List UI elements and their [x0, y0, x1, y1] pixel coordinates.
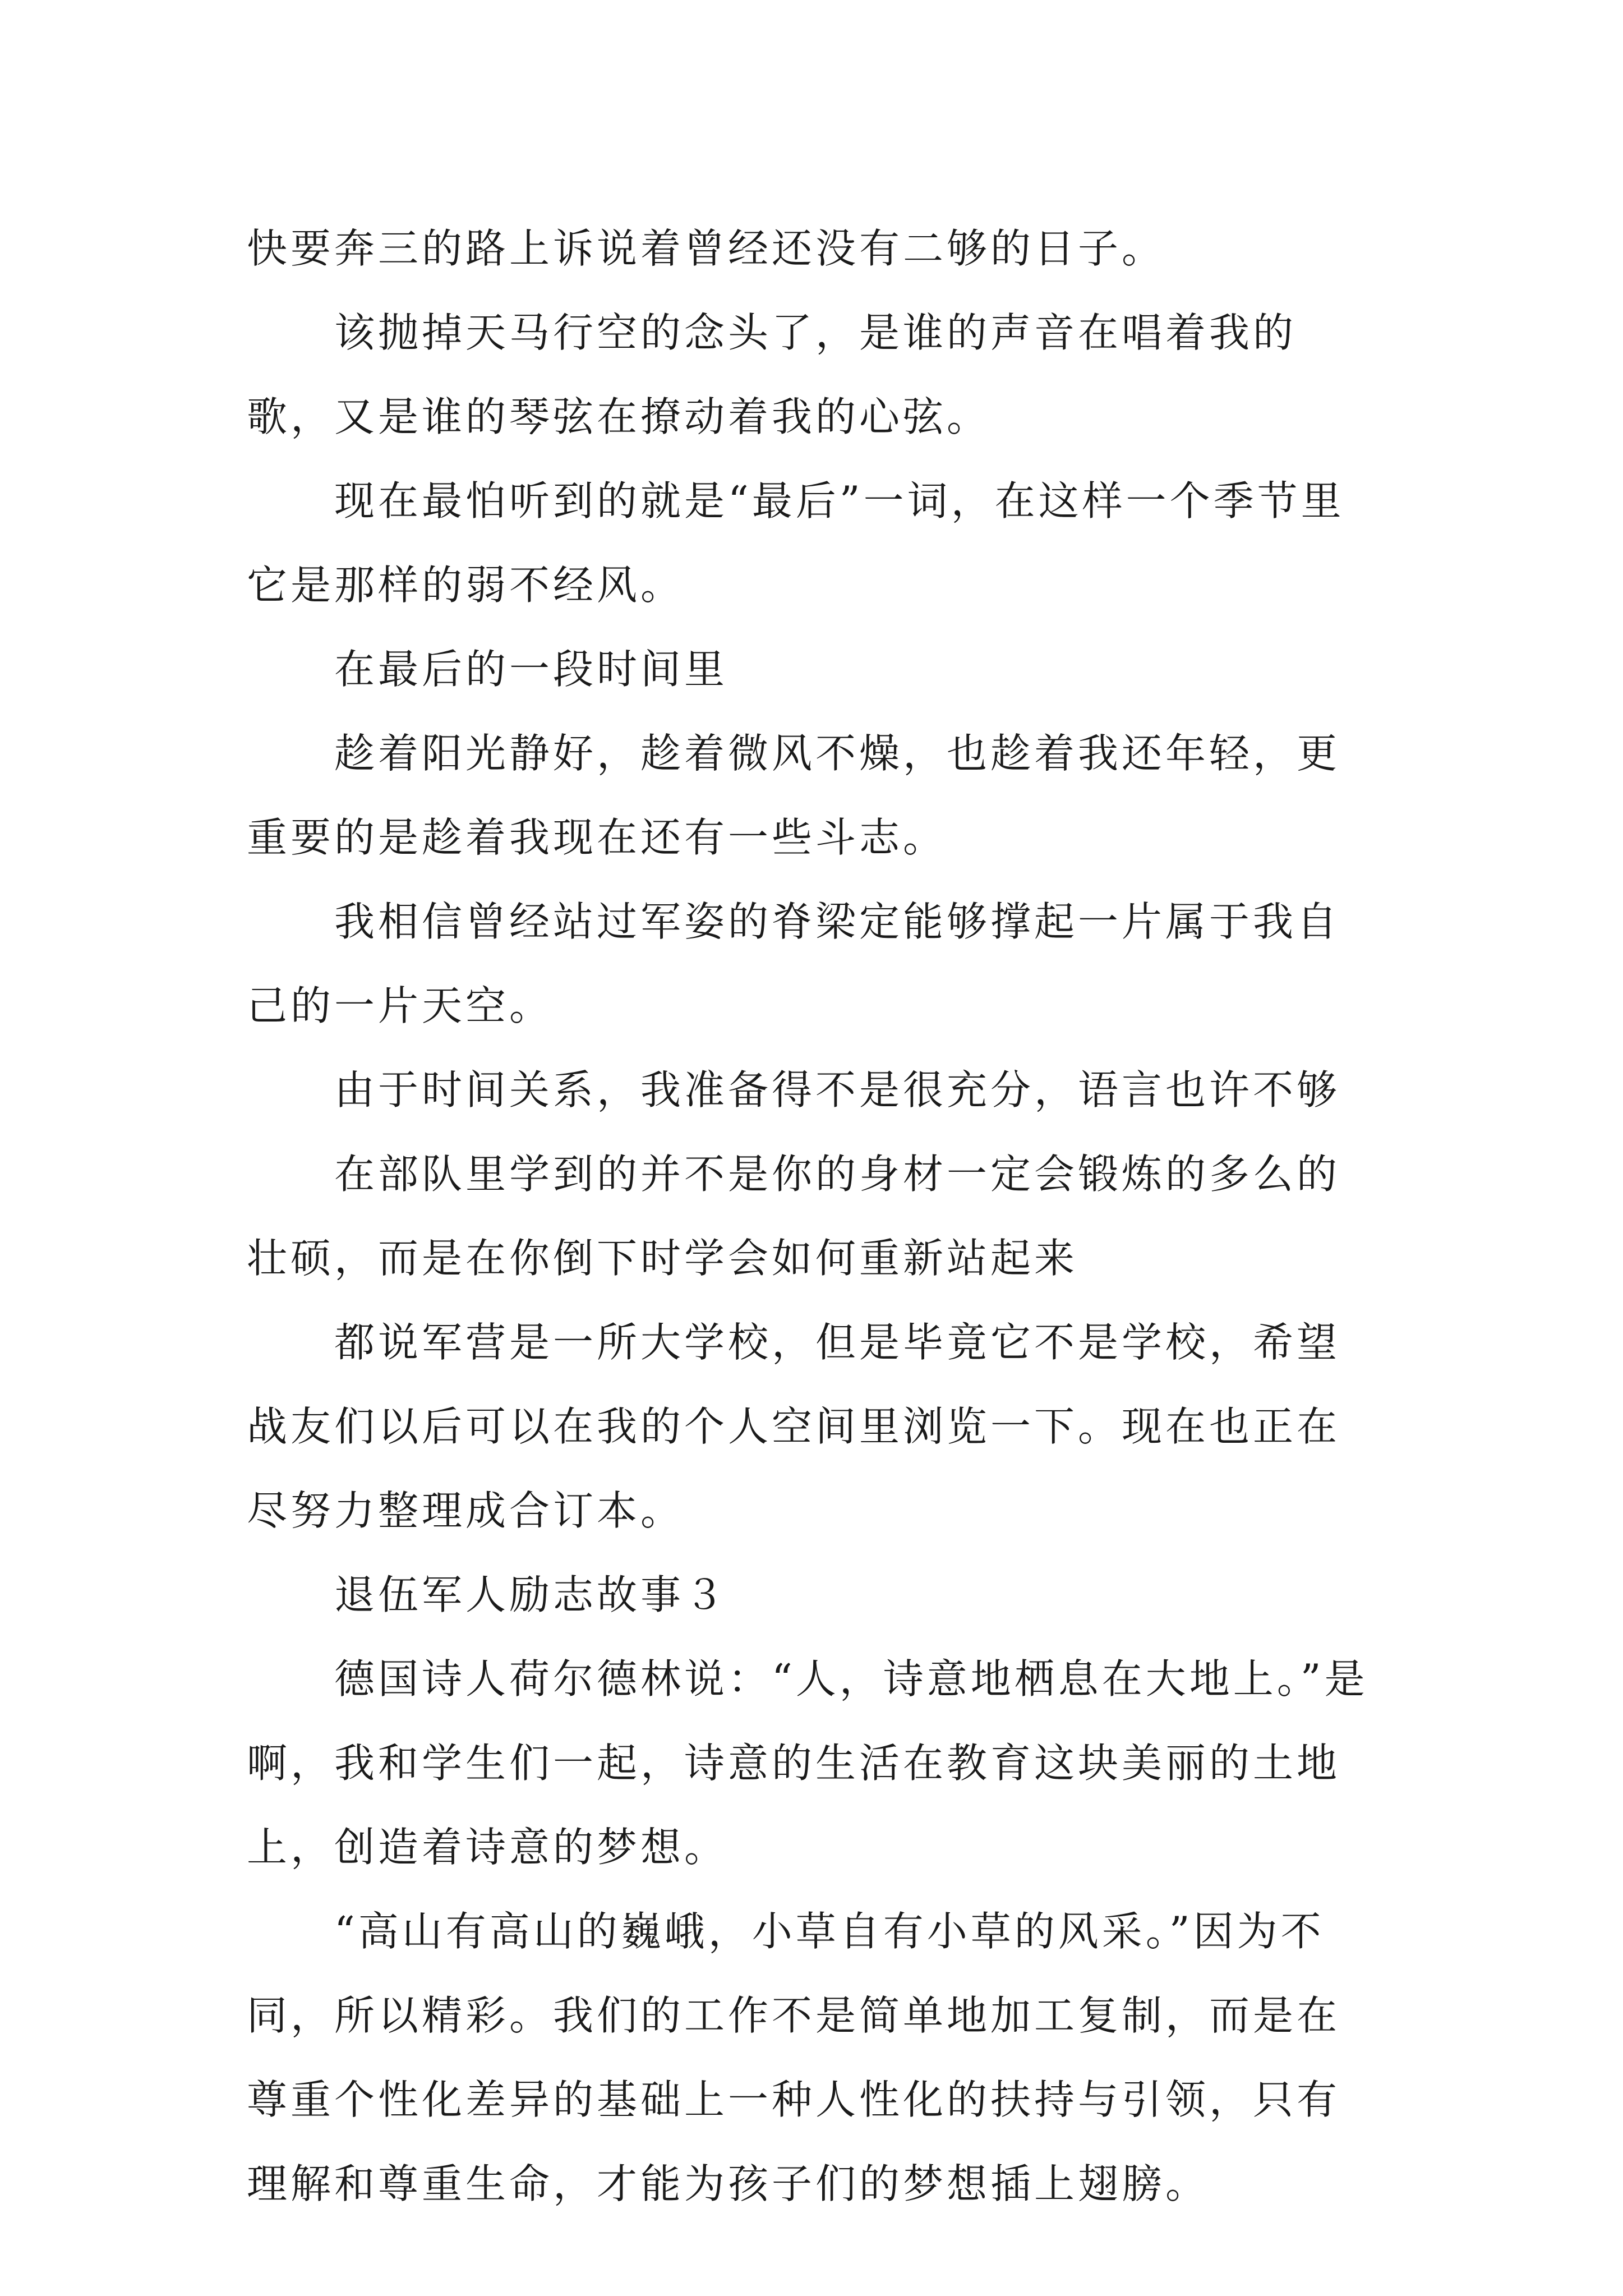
paragraph: 在最后的一段时间里: [334, 646, 728, 693]
paragraph: 该抛掉天马行空的念头了，是谁的声音在唱着我的歌，又是谁的琴弦在撩动着我的心弦。: [247, 309, 1297, 440]
paragraph: 趁着阳光静好，趁着微风不燥，也趁着我还年轻，更重要的是趁着我现在还有一些斗志。: [247, 730, 1341, 861]
paragraph: 都说军营是一所大学校，但是毕竟它不是学校，希望战友们以后可以在我的个人空间里浏览一下。现在也正在尽努力整理成合订本。: [247, 1319, 1341, 1534]
paragraph: 在部队里学到的并不是你的身材一定会锻炼的多么的壮硕，而是在你倒下时学会如何重新站起来: [247, 1151, 1341, 1282]
paragraph: 由于时间关系，我准备得不是很充分，语言也许不够: [334, 1066, 1341, 1114]
paragraph: 现在最怕听到的就是“最后”一词，在这样一个季节里它是那样的弱不经风。: [247, 477, 1345, 609]
paragraph: 快要奔三的路上诉说着曾经还没有二够的日子。: [247, 225, 1166, 272]
paragraph: 德国诗人荷尔德林说：“人，诗意地栖息在大地上。”是啊，我和学生们一起，诗意的生活在教育这块美丽的土地上，创造着诗意的梦想。: [247, 1655, 1368, 1871]
document-body: [247, 206, 1374, 2226]
paragraph: 我相信曾经站过军姿的脊梁定能够撑起一片属于我自己的一片天空。: [247, 898, 1341, 1029]
section-heading: 退伍军人励志故事３: [334, 1571, 728, 1618]
paragraph: “高山有高山的巍峨，小草自有小草的风采。”因为不同，所以精彩。我们的工作不是简单地加工复制，而是在尊重个性化差异的基础上一种人性化的扶持与引领，只有理解和尊重生命，才能为孩子们的梦想插上翅膀。: [247, 1908, 1341, 2207]
